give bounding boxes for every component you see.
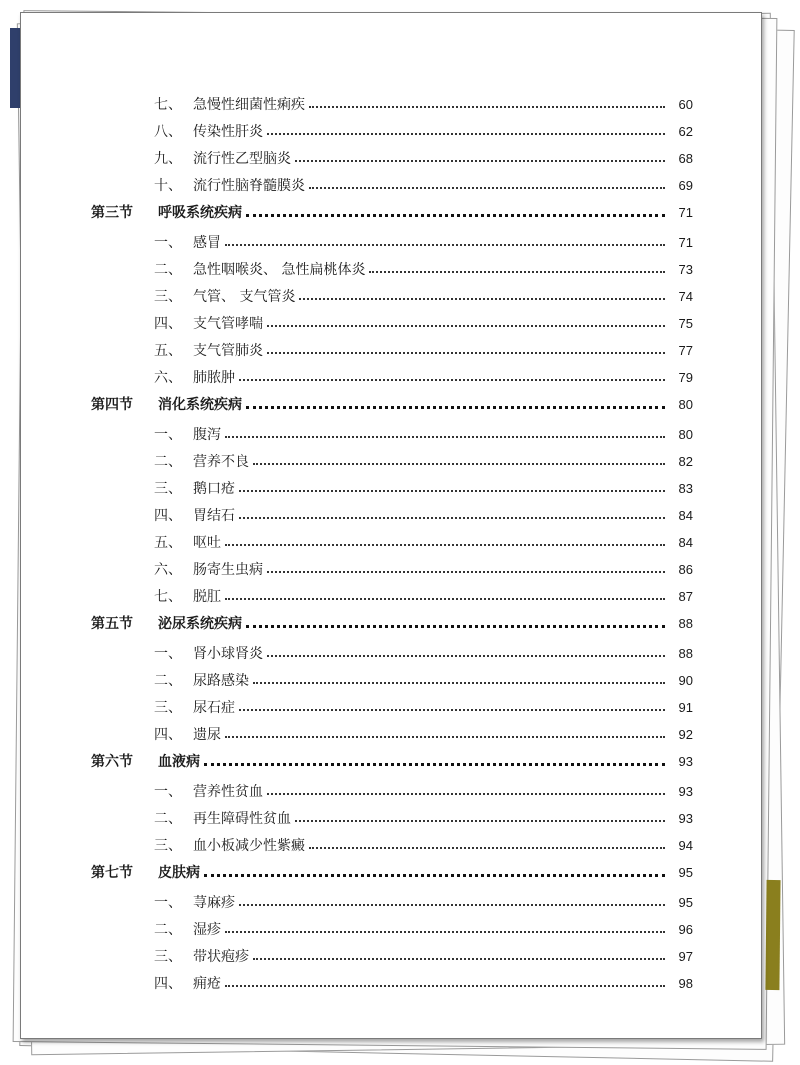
toc-page-number: 71 [678, 204, 693, 220]
toc-page-number: 93 [678, 783, 693, 799]
toc-entry-number: 七、 [154, 589, 182, 605]
dot-leader [267, 133, 665, 135]
toc-entry [193, 256, 693, 282]
toc-entry-number: 第七节 [91, 865, 133, 881]
toc-entry-title: 气管、 支气管炎 [193, 289, 296, 305]
toc-entry-title: 呼吸系统疾病 [158, 205, 242, 221]
dot-leader [253, 463, 665, 465]
toc-entry [158, 199, 693, 225]
toc-entry [193, 721, 693, 747]
toc-entry-number: 第三节 [91, 205, 133, 221]
toc-entry-row[interactable] [21, 364, 761, 390]
toc-entry-number: 九、 [154, 151, 182, 167]
toc-entry-number: 五、 [154, 535, 182, 551]
toc-entry [193, 640, 693, 666]
toc-entry [193, 583, 693, 609]
toc-entry-title: 湿疹 [193, 922, 221, 938]
toc-entry [193, 694, 693, 720]
toc-page-number: 79 [678, 369, 693, 385]
dot-leader [253, 682, 665, 684]
toc-entry [193, 475, 693, 501]
toc-entry-title: 尿路感染 [193, 673, 249, 689]
dot-leader [225, 736, 665, 738]
toc-page-number: 86 [678, 561, 693, 577]
toc-entry [193, 364, 693, 390]
toc-entry-number: 一、 [154, 235, 182, 251]
toc-entry-number: 十、 [154, 178, 182, 194]
toc-entry [193, 310, 693, 336]
toc-entry-row[interactable] [21, 640, 761, 666]
toc-page-number: 74 [678, 288, 693, 304]
toc-entry-title: 肺脓肿 [193, 370, 235, 386]
toc-entry-row[interactable] [21, 832, 761, 858]
toc-entry-row[interactable] [21, 583, 761, 609]
toc-entry-number: 二、 [154, 811, 182, 827]
dot-leader [246, 625, 665, 628]
toc-entry-title: 支气管肺炎 [193, 343, 263, 359]
toc-section-row[interactable] [21, 199, 761, 225]
toc-page-number: 68 [678, 150, 693, 166]
dot-leader [239, 490, 665, 492]
toc-entry [193, 502, 693, 528]
toc-entry-number: 二、 [154, 922, 182, 938]
toc-entry-number: 一、 [154, 427, 182, 443]
toc-page-number: 94 [678, 837, 693, 853]
toc-page-number: 75 [678, 315, 693, 331]
toc-entry-number: 一、 [154, 784, 182, 800]
toc-entry-row[interactable] [21, 145, 761, 171]
toc-entry-row[interactable] [21, 805, 761, 831]
toc-entry-number: 二、 [154, 262, 182, 278]
dot-leader [239, 709, 665, 711]
toc-entry-number: 八、 [154, 124, 182, 140]
dot-leader [225, 931, 665, 933]
toc-entry-number: 一、 [154, 895, 182, 911]
dot-leader [309, 847, 665, 849]
toc-entry-row[interactable] [21, 529, 761, 555]
toc-entry [193, 118, 693, 144]
toc-entry-title: 流行性乙型脑炎 [193, 151, 291, 167]
toc-entry [193, 805, 693, 831]
toc-page-number: 98 [678, 975, 693, 991]
toc-section-row[interactable] [21, 391, 761, 417]
toc-entry-row[interactable] [21, 721, 761, 747]
toc-entry-title: 血液病 [158, 754, 200, 770]
dot-leader [239, 904, 665, 906]
toc-entry-title: 脱肛 [193, 589, 221, 605]
toc-entry-number: 七、 [154, 97, 182, 113]
dot-leader [204, 763, 665, 766]
toc-entry-number: 六、 [154, 370, 182, 386]
toc-entry [158, 610, 693, 636]
toc-page-number: 60 [678, 96, 693, 112]
toc-entry-row[interactable] [21, 556, 761, 582]
toc-page-number: 62 [678, 123, 693, 139]
toc-entry [158, 748, 693, 774]
toc-entry-title: 支气管哮喘 [193, 316, 263, 332]
toc-entry-title: 传染性肝炎 [193, 124, 263, 140]
toc-entry-number: 三、 [154, 700, 182, 716]
toc-page-number: 91 [678, 699, 693, 715]
book-cover-edge [765, 880, 780, 990]
toc-entry-number: 第四节 [91, 397, 133, 413]
toc-entry-row[interactable] [21, 475, 761, 501]
toc-entry-row[interactable] [21, 943, 761, 969]
dot-leader [369, 271, 665, 273]
toc-entry-row[interactable] [21, 310, 761, 336]
toc-entry-row[interactable] [21, 118, 761, 144]
toc-entry-title: 鹅口疮 [193, 481, 235, 497]
toc-entry-row[interactable] [21, 448, 761, 474]
toc-entry-title: 消化系统疾病 [158, 397, 242, 413]
toc-page-number: 73 [678, 261, 693, 277]
dot-leader [239, 517, 665, 519]
toc-entry-row[interactable] [21, 502, 761, 528]
table-of-contents [21, 13, 761, 1038]
dot-leader [225, 244, 665, 246]
toc-page-number: 84 [678, 507, 693, 523]
dot-leader [225, 598, 665, 600]
toc-entry [193, 529, 693, 555]
dot-leader [246, 406, 665, 409]
dot-leader [225, 985, 665, 987]
toc-entry-title: 荨麻疹 [193, 895, 235, 911]
toc-page-number: 96 [678, 921, 693, 937]
toc-entry-title: 再生障碍性贫血 [193, 811, 291, 827]
dot-leader [299, 298, 665, 300]
toc-page [20, 12, 762, 1039]
toc-entry-number: 四、 [154, 316, 182, 332]
toc-entry-title: 肾小球肾炎 [193, 646, 263, 662]
toc-entry [193, 943, 693, 969]
dot-leader [267, 793, 665, 795]
toc-entry-row[interactable] [21, 916, 761, 942]
toc-entry [193, 832, 693, 858]
toc-entry-title: 急慢性细菌性痢疾 [193, 97, 305, 113]
toc-page-number: 80 [678, 426, 693, 442]
toc-entry-number: 五、 [154, 343, 182, 359]
toc-entry [193, 229, 693, 255]
toc-entry-title: 营养性贫血 [193, 784, 263, 800]
toc-page-number: 84 [678, 534, 693, 550]
toc-page-number: 95 [678, 864, 693, 880]
toc-entry-title: 胃结石 [193, 508, 235, 524]
toc-entry-row[interactable] [21, 694, 761, 720]
toc-entry-title: 流行性脑脊髓膜炎 [193, 178, 305, 194]
toc-entry-row[interactable] [21, 91, 761, 117]
dot-leader [295, 160, 665, 162]
toc-entry [193, 337, 693, 363]
toc-entry [193, 778, 693, 804]
toc-entry [193, 556, 693, 582]
toc-entry-title: 尿石症 [193, 700, 235, 716]
toc-page-number: 87 [678, 588, 693, 604]
dot-leader [267, 655, 665, 657]
toc-entry-title: 痈疮 [193, 976, 221, 992]
toc-entry-number: 四、 [154, 727, 182, 743]
toc-entry-row[interactable] [21, 229, 761, 255]
toc-page-number: 97 [678, 948, 693, 964]
toc-page-number: 88 [678, 615, 693, 631]
toc-entry-row[interactable] [21, 256, 761, 282]
toc-page-number: 77 [678, 342, 693, 358]
toc-entry-title: 遗尿 [193, 727, 221, 743]
toc-page-number: 69 [678, 177, 693, 193]
toc-entry-number: 四、 [154, 976, 182, 992]
toc-entry-number: 六、 [154, 562, 182, 578]
toc-page-number: 93 [678, 810, 693, 826]
toc-entry-row[interactable] [21, 421, 761, 447]
toc-entry [158, 391, 693, 417]
toc-page-number: 95 [678, 894, 693, 910]
toc-entry-number: 一、 [154, 646, 182, 662]
toc-entry-row[interactable] [21, 778, 761, 804]
toc-entry-row[interactable] [21, 337, 761, 363]
toc-page-number: 93 [678, 753, 693, 769]
dot-leader [239, 379, 665, 381]
dot-leader [246, 214, 665, 217]
toc-section-row[interactable] [21, 748, 761, 774]
toc-entry-title: 血小板减少性紫癜 [193, 838, 305, 854]
toc-entry [158, 859, 693, 885]
toc-entry-number: 三、 [154, 949, 182, 965]
toc-entry-title: 肠寄生虫病 [193, 562, 263, 578]
toc-entry-title: 呕吐 [193, 535, 221, 551]
toc-entry [193, 970, 693, 996]
dot-leader [253, 958, 665, 960]
toc-entry-row[interactable] [21, 889, 761, 915]
dot-leader [267, 352, 665, 354]
toc-section-row[interactable] [21, 610, 761, 636]
toc-entry-number: 二、 [154, 454, 182, 470]
toc-entry [193, 448, 693, 474]
toc-entry [193, 889, 693, 915]
toc-entry-number: 第六节 [91, 754, 133, 770]
toc-entry [193, 172, 693, 198]
toc-entry-number: 四、 [154, 508, 182, 524]
toc-page-number: 82 [678, 453, 693, 469]
toc-entry-row[interactable] [21, 172, 761, 198]
toc-entry [193, 916, 693, 942]
toc-entry-title: 带状疱疹 [193, 949, 249, 965]
toc-page-number: 71 [678, 234, 693, 250]
dot-leader [267, 325, 665, 327]
dot-leader [309, 106, 665, 108]
toc-entry-row[interactable] [21, 970, 761, 996]
toc-entry [193, 91, 693, 117]
toc-page-number: 80 [678, 396, 693, 412]
toc-entry-number: 三、 [154, 481, 182, 497]
toc-entry-row[interactable] [21, 283, 761, 309]
toc-entry-title: 感冒 [193, 235, 221, 251]
dot-leader [309, 187, 665, 189]
dot-leader [225, 544, 665, 546]
toc-page-number: 83 [678, 480, 693, 496]
toc-entry [193, 283, 693, 309]
toc-entry [193, 421, 693, 447]
toc-entry [193, 145, 693, 171]
toc-entry-number: 二、 [154, 673, 182, 689]
toc-entry-title: 腹泻 [193, 427, 221, 443]
toc-page-number: 92 [678, 726, 693, 742]
dot-leader [225, 436, 665, 438]
dot-leader [267, 571, 665, 573]
toc-entry-title: 皮肤病 [158, 865, 200, 881]
toc-page-number: 88 [678, 645, 693, 661]
toc-entry-number: 三、 [154, 838, 182, 854]
toc-entry-title: 营养不良 [193, 454, 249, 470]
toc-entry [193, 667, 693, 693]
toc-entry-row[interactable] [21, 667, 761, 693]
toc-page-number: 90 [678, 672, 693, 688]
toc-entry-title: 急性咽喉炎、 急性扁桃体炎 [193, 262, 366, 278]
dot-leader [295, 820, 665, 822]
toc-entry-title: 泌尿系统疾病 [158, 616, 242, 632]
toc-section-row[interactable] [21, 859, 761, 885]
toc-entry-number: 三、 [154, 289, 182, 305]
toc-entry-number: 第五节 [91, 616, 133, 632]
dot-leader [204, 874, 665, 877]
